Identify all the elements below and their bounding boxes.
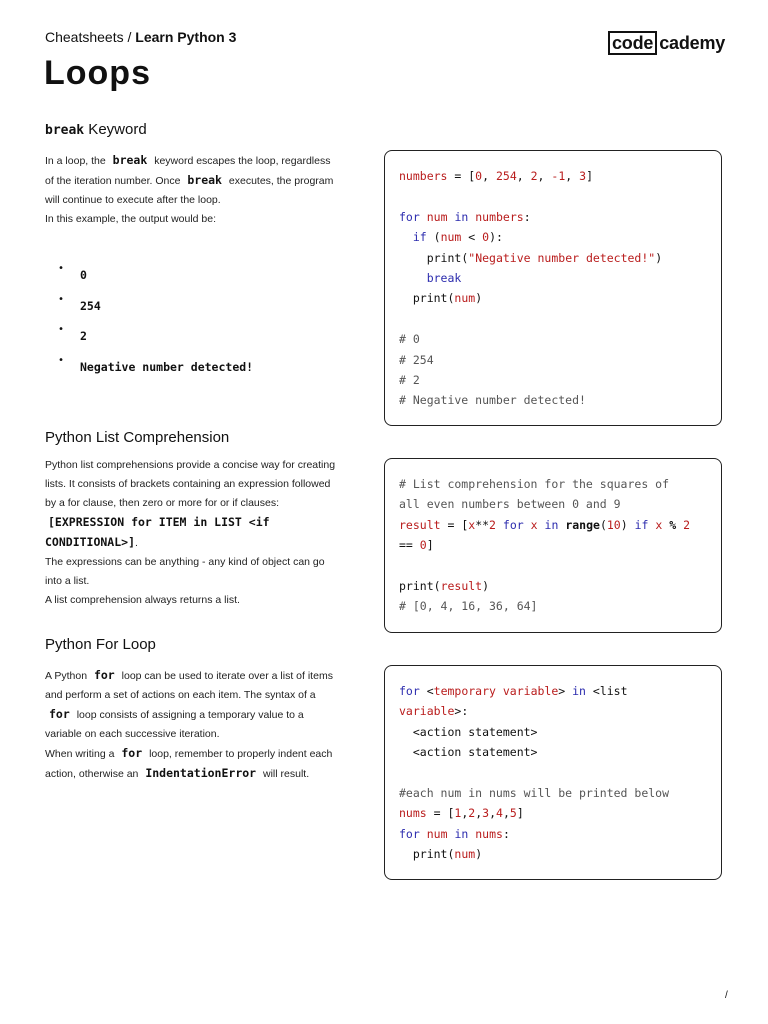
break-paragraph-1 (45, 151, 340, 210)
code-token: 0 (419, 538, 427, 553)
code-token: 3 (579, 169, 587, 183)
code-token: for (399, 209, 420, 224)
code-token: 2 (530, 169, 538, 183)
code-token (399, 230, 413, 244)
code-line (399, 207, 707, 227)
inline-code: break (112, 153, 148, 167)
code-line (399, 166, 707, 186)
code-token: 5 (509, 806, 517, 821)
code-token: print (412, 847, 448, 862)
page-title: Loops (44, 54, 151, 92)
code-token: 3 (482, 806, 490, 821)
code-token: , (502, 806, 510, 821)
code-token: 2 (489, 517, 496, 532)
code-comment: # 254 (399, 352, 434, 367)
inline-code: for (121, 746, 143, 760)
code-block-for-loop[interactable] (384, 665, 722, 880)
bullet: • (58, 354, 65, 366)
code-token: : (523, 209, 531, 224)
code-token: == (399, 538, 420, 553)
code-token: , (565, 169, 580, 183)
code-token: 254 (495, 169, 517, 183)
listcomp-paragraph-1 (45, 456, 340, 553)
codecademy-logo[interactable] (608, 31, 725, 55)
bullet: • (58, 324, 65, 335)
output-value: Negative number detected! (80, 359, 254, 374)
code-token: -1 (551, 169, 566, 183)
code-token: , (489, 806, 497, 821)
code-line (399, 576, 707, 596)
break-description (45, 151, 340, 229)
text: Python list comprehensions provide a concise way for creating lists. It consists of brackets containing an expression followed by a for clause, then zero or more for or if clauses: (45, 459, 336, 509)
list-comprehension-description (45, 456, 340, 610)
breadcrumb-separator: / (123, 29, 136, 45)
code-token: 4 (496, 806, 503, 821)
code-token: temporary variable (433, 684, 559, 698)
code-token: < (419, 684, 434, 698)
code-token: x (468, 517, 476, 532)
text: loop can be used to iterate over a list of items and perform a set of actions on each item. The syntax of a (45, 670, 333, 701)
code-comment: # 2 (399, 372, 420, 387)
code-line: <action statement> (399, 724, 538, 739)
code-token: = [ (447, 169, 476, 183)
code-token: result (440, 578, 483, 593)
code-token: for (399, 826, 420, 841)
code-token: result (399, 517, 441, 532)
listcomp-paragraph-3: A list comprehension always returns a list. (45, 594, 240, 606)
text: executes, the program will continue to execute after the loop. (45, 175, 334, 206)
code-token: num (426, 826, 448, 841)
code-token: num (454, 847, 476, 862)
code-line-blank (399, 763, 707, 783)
output-value: 2 (80, 329, 87, 343)
code-token: nums (475, 826, 503, 841)
code-line-blank (399, 309, 707, 329)
code-token: in (454, 826, 469, 841)
code-token: , (516, 169, 531, 183)
code-token: in (572, 684, 586, 698)
code-token: variable (399, 704, 455, 719)
text: keyword escapes the loop, regardless of the iteration number. Once (45, 155, 331, 187)
code-token (399, 251, 427, 265)
code-token: : (502, 826, 510, 841)
code-token: 2 (683, 517, 691, 532)
code-token: num (440, 230, 462, 245)
logo-rest-text: cademy (659, 33, 726, 53)
code-token: > (558, 684, 573, 698)
code-token (524, 518, 531, 532)
code-comment: # 0 (399, 332, 420, 347)
code-token: , (461, 806, 469, 821)
code-token: ) (620, 517, 635, 532)
code-line (399, 824, 707, 844)
forloop-paragraph-2 (45, 744, 340, 784)
code-comment: # [0, 4, 16, 36, 64] (399, 599, 538, 614)
code-token: 2 (468, 806, 476, 821)
code-block-list-comprehension[interactable] (384, 458, 722, 633)
listcomp-paragraph-2: The expressions can be anything - any kind of object can go into a list. (45, 556, 325, 587)
code-token (496, 518, 503, 532)
code-comment: all even numbers between 0 and 9 (399, 497, 621, 512)
code-token: break (426, 270, 462, 285)
code-token: 0 (475, 169, 483, 183)
code-token: ] (516, 806, 524, 821)
code-token: ( (433, 578, 441, 593)
code-token: "Negative number detected!" (468, 250, 656, 265)
code-token: if (634, 517, 649, 532)
code-token: in (454, 209, 469, 224)
code-line (399, 288, 707, 308)
inline-code: for (93, 668, 115, 682)
code-token: ): (489, 230, 503, 245)
code-token (399, 291, 413, 305)
code-token: ( (447, 847, 455, 862)
code-token: numbers (475, 209, 524, 224)
inline-code: IndentationError (145, 766, 257, 780)
breadcrumb-parent[interactable]: Cheatsheets (45, 29, 124, 45)
text: A Python (45, 670, 88, 682)
code-line (399, 535, 707, 555)
code-token: ) (475, 847, 483, 862)
code-token: ** (475, 517, 490, 532)
code-token: % (662, 517, 684, 532)
code-token (399, 847, 413, 861)
forloop-paragraph-1 (45, 666, 340, 744)
breadcrumb (45, 29, 236, 45)
code-token (538, 518, 545, 532)
code-token: = [ (426, 806, 455, 821)
page-number: / (725, 990, 728, 1001)
text: In a loop, the (45, 155, 106, 167)
code-token: for (502, 517, 524, 532)
code-line (399, 515, 707, 535)
code-token: 0 (482, 230, 490, 245)
code-line (399, 227, 707, 247)
code-token: for (399, 684, 420, 698)
output-value: 254 (80, 298, 101, 313)
code-comment: # Negative number detected! (399, 393, 586, 408)
inline-code: break (187, 173, 222, 187)
inline-code: [EXPRESSION for ITEM in LIST <if CONDITIONAL>] (45, 515, 270, 549)
code-line (399, 268, 707, 288)
inline-code: for (49, 707, 70, 721)
code-token: < (461, 230, 483, 245)
code-comment: #each num in nums will be printed below (399, 785, 670, 800)
code-token: print (399, 578, 434, 593)
text: loop consists of assigning a temporary value to a variable on each successive iteration. (45, 709, 304, 740)
code-token: if (412, 230, 427, 245)
section-heading-list-comprehension: Python List Comprehension (45, 429, 230, 446)
bullet: • (58, 263, 65, 274)
code-line-blank (399, 186, 707, 206)
code-line (399, 844, 707, 864)
code-token (420, 827, 427, 841)
code-token: x (530, 517, 538, 532)
code-line (399, 681, 707, 701)
code-token: 10 (606, 517, 621, 532)
code-token: ( (461, 250, 469, 265)
code-token: >: (454, 704, 469, 719)
code-line-blank (399, 556, 707, 576)
code-line: <action statement> (399, 745, 538, 760)
code-token: , (475, 806, 483, 821)
code-token: range (565, 517, 600, 532)
text: When writing a (45, 748, 115, 760)
code-comment: # List comprehension for the squares of (399, 477, 670, 491)
output-value: 0 (80, 268, 87, 282)
breadcrumb-current[interactable]: Learn Python 3 (135, 29, 237, 45)
code-token: nums (399, 806, 427, 821)
code-token: ] (586, 169, 593, 183)
code-token: , (537, 169, 552, 183)
code-line (399, 803, 707, 823)
code-token: ) (655, 250, 663, 265)
code-token: , (482, 169, 496, 183)
code-token: 1 (454, 806, 462, 821)
break-paragraph-2: In this example, the output would be: (45, 213, 217, 225)
heading-keyword: break (45, 123, 85, 138)
text: will result. (263, 768, 310, 780)
section-heading-for-loop: Python For Loop (45, 636, 156, 653)
section-heading-break (45, 121, 147, 138)
code-token: <list (585, 684, 628, 698)
logo-boxed-text: code (608, 31, 657, 55)
code-token: ) (482, 578, 490, 593)
code-token: = [ (440, 517, 469, 532)
code-token: in (544, 517, 559, 532)
code-line (399, 701, 707, 721)
heading-rest: Keyword (84, 121, 147, 138)
code-token: x (655, 517, 663, 532)
code-token: ( (447, 291, 455, 306)
code-token: num (426, 209, 448, 224)
code-token: num (454, 291, 476, 306)
code-token (420, 210, 427, 224)
bullet: • (58, 293, 65, 305)
text: . (135, 537, 138, 549)
code-token: print (426, 250, 462, 265)
code-token: ( (599, 517, 607, 532)
code-token: ) (475, 291, 483, 306)
for-loop-description (45, 666, 340, 784)
code-token (399, 271, 427, 285)
code-token: numbers (399, 169, 448, 183)
code-block-break[interactable] (384, 150, 722, 426)
code-line (399, 248, 707, 268)
text: loop, remember to properly indent each action, otherwise an (45, 748, 333, 780)
code-token: ] (426, 538, 434, 553)
code-token: ( (426, 230, 441, 245)
code-token: print (412, 291, 448, 306)
